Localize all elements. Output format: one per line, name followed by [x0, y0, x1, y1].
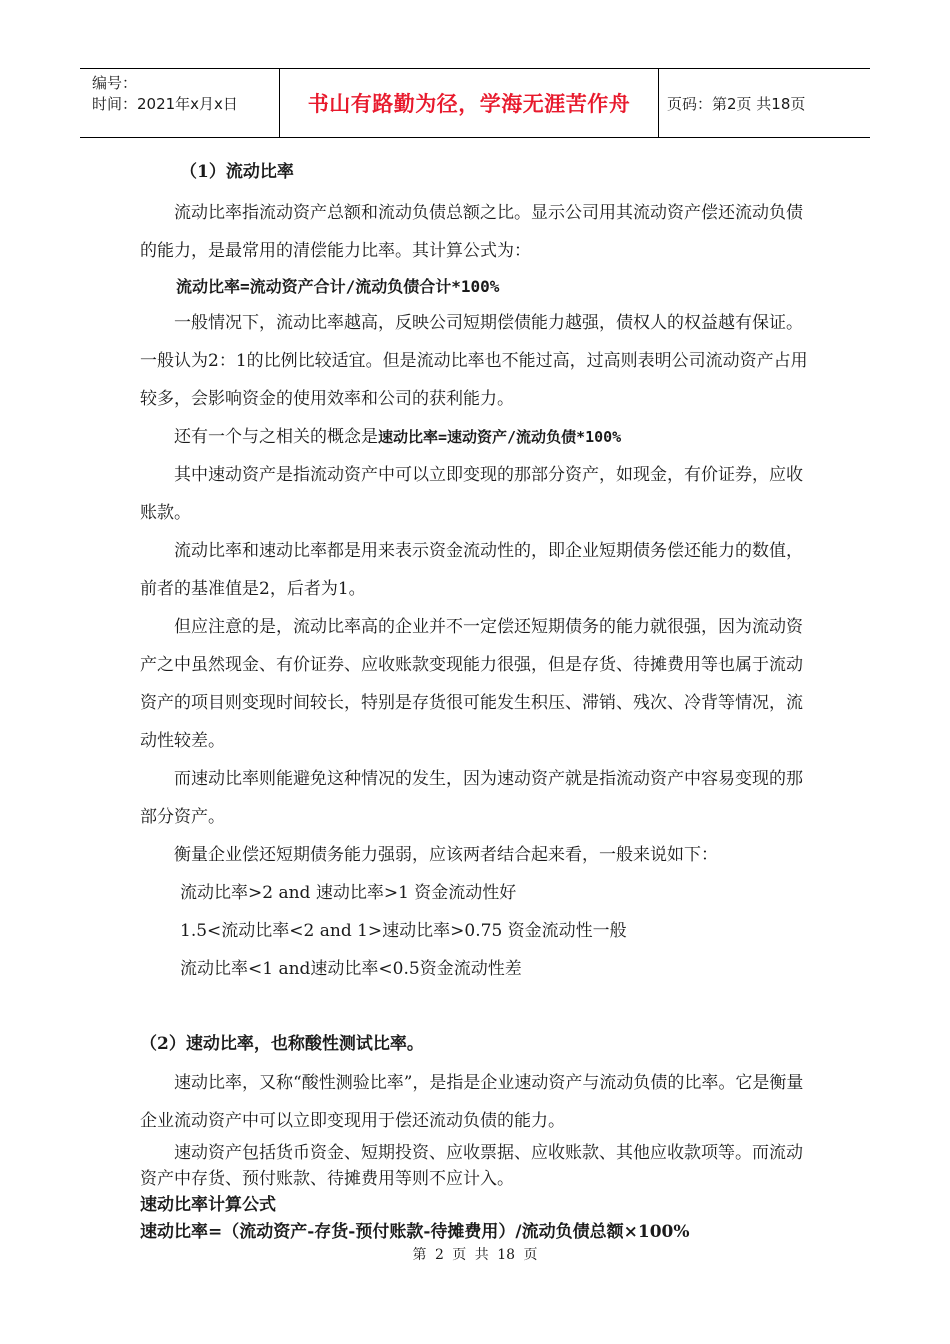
quick-ratio-formula-inline: 速动比率=速动资产/流动负债*100% [378, 428, 622, 446]
section-1-paragraph-7: 而速动比率则能避免这种情况的发生，因为速动资产就是指流动资产中容易变现的那部分资产。 [140, 769, 803, 827]
quick-ratio-intro: 还有一个与之相关的概念是 [174, 427, 378, 447]
section-2-title: （2）速动比率，也称酸性测试比率。 [140, 1034, 424, 1054]
header-page-info: 页码：第2页 共18页 [667, 94, 806, 113]
liquidity-rule-average: 1.5<流动比率<2 and 1>速动比率>0.75 资金流动性一般 [180, 921, 627, 941]
page-header [80, 68, 870, 138]
quick-ratio-formula-title: 速动比率计算公式 [140, 1195, 276, 1215]
page-footer: 第 2 页 共 18 页 [412, 1247, 538, 1263]
section-2-paragraph-2: 速动资产包括货币资金、短期投资、应收票据、应收账款、其他应收款项等。而流动资产中存货、预付账款、待摊费用等则不应计入。 [140, 1143, 803, 1189]
liquidity-rule-poor: 流动比率<1 and速动比率<0.5资金流动性差 [180, 959, 522, 979]
section-1-title: （1）流动比率 [180, 162, 294, 182]
section-1-paragraph-2: 一般情况下，流动比率越高，反映公司短期偿债能力越强，债权人的权益越有保证。一般认为2：1的比例比较适宜。但是流动比率也不能过高，过高则表明公司流动资产占用较多，会影响资金的使用效率和公司的获利能力。 [140, 313, 808, 409]
section-1-paragraph-1: 流动比率指流动资产总额和流动负债总额之比。显示公司用其流动资产偿还流动负债的能力，是最常用的清偿能力比率。其计算公式为： [140, 203, 803, 261]
quick-ratio-formula: 速动比率=（流动资产-存货-预付账款-待摊费用）/流动负债总额×100% [140, 1222, 690, 1242]
header-motto: 书山有路勤为径，学海无涯苦作舟 [280, 69, 659, 137]
section-1-paragraph-8: 衡量企业偿还短期债务能力强弱，应该两者结合起来看，一般来说如下： [174, 845, 718, 865]
section-1-paragraph-6: 但应注意的是，流动比率高的企业并不一定偿还短期债务的能力就很强，因为流动资产之中虽然现金、有价证券、应收账款变现能力很强，但是存货、待摊费用等也属于流动资产的项目则变现时间较长，特别是存货很可能发生积压、滞销、残次、冷背等情况，流动性较差。 [140, 617, 803, 751]
section-2-paragraph-1: 速动比率，又称“酸性测验比率”，是指是企业速动资产与流动负债的比率。它是衡量企业流动资产中可以立即变现用于偿还流动负债的能力。 [140, 1073, 804, 1131]
document-date: 时间：2021年x月x日 [92, 95, 238, 113]
current-ratio-formula: 流动比率=流动资产合计/流动负债合计*100% [176, 277, 500, 296]
document-body [140, 150, 808, 1246]
section-1-paragraph-3 [140, 418, 808, 456]
section-1-paragraph-4: 其中速动资产是指流动资产中可以立即变现的那部分资产，如现金，有价证券，应收账款。 [140, 465, 803, 523]
document-number-label: 编号： [92, 74, 138, 92]
section-1-paragraph-5: 流动比率和速动比率都是用来表示资金流动性的，即企业短期债务偿还能力的数值，前者的基准值是2，后者为1。 [140, 541, 803, 599]
header-meta [80, 69, 280, 137]
liquidity-rule-good: 流动比率>2 and 速动比率>1 资金流动性好 [180, 883, 517, 903]
